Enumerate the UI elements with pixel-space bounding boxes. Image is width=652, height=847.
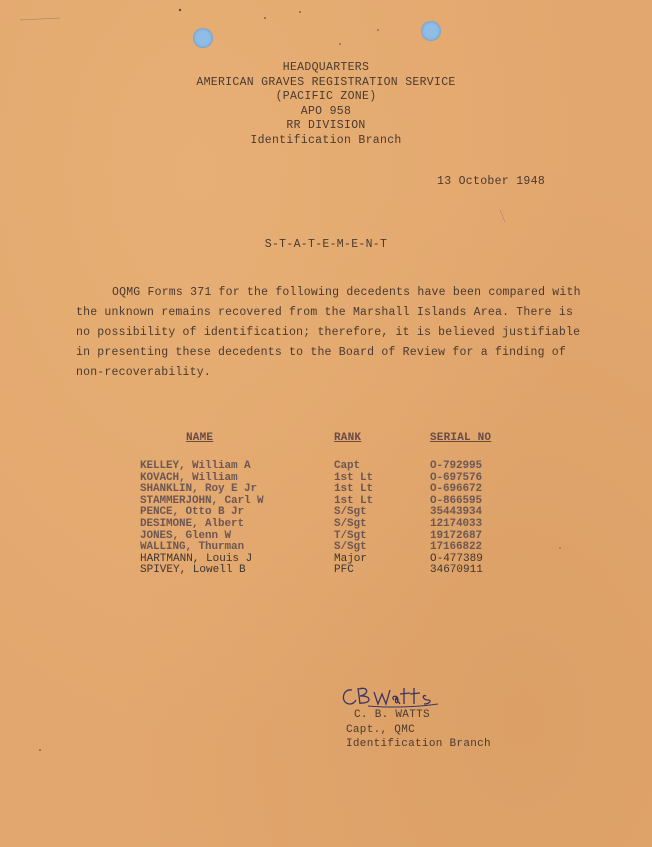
body-line: the unknown remains recovered from the Marshall Islands Area. There is [76,306,574,319]
decedent-serial: O-792995 [430,460,483,472]
decedent-name: PENCE, Otto B Jr [140,506,245,519]
decedent-serial: 12174033 [430,517,483,530]
column-header-name: NAME [186,432,214,444]
decedent-rank: S/Sgt [334,541,367,554]
decedent-rank: S/Sgt [334,506,367,519]
decedent-serial: 34670911 [430,564,483,577]
letterhead [0,61,652,148]
table-row [140,519,500,531]
column-header-serial: SERIAL NO [430,432,492,444]
body-line: no possibility of identification; therefore, it is believed justifiable [76,326,581,339]
decedent-rank: 1st Lt [334,483,374,496]
decedent-name: JONES, Glenn W [140,529,232,542]
signature-block [346,708,491,752]
letterhead-line: HEADQUARTERS [282,61,370,74]
body-line: OQMG Forms 371 for the following decedents have been compared with [112,286,581,299]
letterhead-line: RR DIVISION [286,119,366,132]
decedent-serial: 17166822 [430,541,483,554]
signer-name: C. B. WATTS [354,709,430,721]
table-row [140,565,500,577]
letterhead-line: Identification Branch [250,133,402,147]
column-header-rank: RANK [334,432,362,444]
decedent-name: KOVACH, William [140,471,238,484]
decedent-serial: 19172687 [430,529,483,542]
table-rows [140,461,500,577]
letterhead-line: AMERICAN GRAVES REGISTRATION SERVICE [196,75,456,89]
decedent-name: STAMMERJOHN, Carl W [140,494,264,507]
decedent-rank: Capt [334,460,361,472]
body-line: non-recoverability. [76,366,211,379]
decedent-rank: 1st Lt [334,471,374,484]
decedent-name: SHANKLIN, Roy E Jr [140,483,258,496]
decedent-name: HARTMANN, Louis J [140,552,253,565]
decedent-name: KELLEY, William A [140,460,251,472]
signer-title: Capt., QMC [346,723,416,736]
decedent-serial: O-477389 [430,552,483,565]
document-date: 13 October 1948 [437,175,546,188]
decedent-name: SPIVEY, Lowell B [140,564,246,577]
letterhead-line: APO 958 [300,104,352,118]
decedent-name: DESIMONE, Albert [140,517,245,530]
body-line: in presenting these decedents to the Board of Review for a finding of [76,346,566,359]
decedent-rank: Major [334,552,368,565]
signer-office: Identification Branch [346,738,491,750]
table-row [140,542,500,554]
decedent-rank: S/Sgt [334,517,367,530]
punch-hole-right [421,21,441,41]
decedent-rank: 1st Lt [334,494,374,507]
table-row [140,461,500,473]
decedent-serial: O-696672 [430,483,483,496]
decedent-serial: O-697576 [430,471,483,484]
decedent-serial: 35443934 [430,506,483,519]
decedent-rank: T/Sgt [334,529,367,542]
punch-hole-left [193,28,213,48]
decedent-name: WALLING, Thurman [140,541,245,554]
decedent-rank: PFC [334,564,354,577]
statement-title: S-T-A-T-E-M-E-N-T [264,238,388,251]
handwritten-signature [338,682,458,710]
statement-body [76,283,581,383]
letterhead-line: (PACIFIC ZONE) [275,90,377,103]
decedent-serial: O-866595 [430,494,483,507]
